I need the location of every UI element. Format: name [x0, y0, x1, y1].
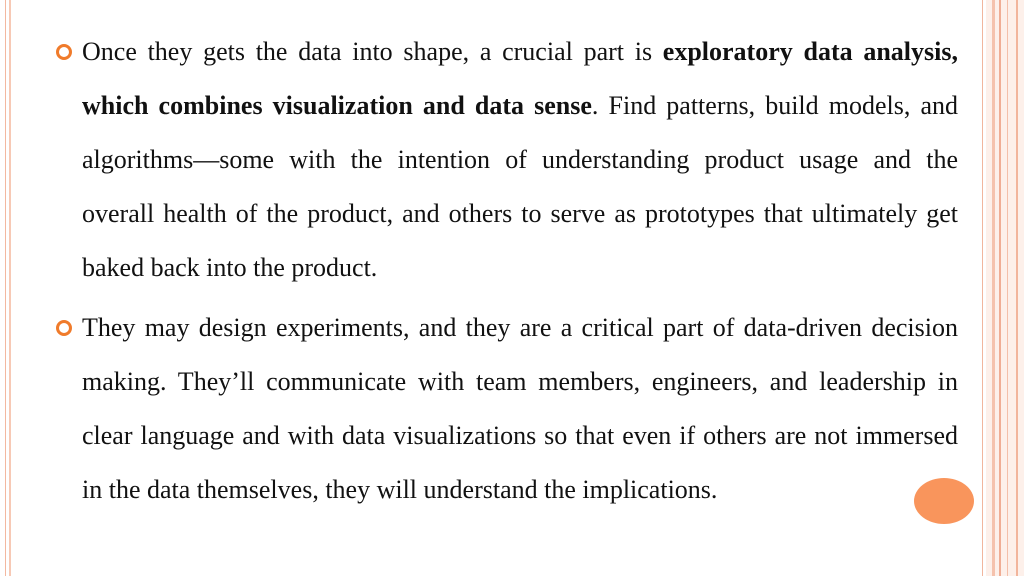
bullet-2-text: They may design experiments, and they are a critical part of data-driven decision making. They’ll communicate with team members, engineers, and leadership in clear language and with data visualizations so that even if others are not immersed in the data themselves, they will understand the implications.	[82, 313, 958, 504]
right-border-line-5	[1016, 0, 1018, 576]
bullet-1-bold-text: exploratory data analysis, which combines visualization and data sense	[82, 37, 958, 120]
bullet-paragraph-1	[82, 25, 958, 295]
left-border-line-outer	[5, 0, 6, 576]
laser-pointer-icon	[914, 478, 974, 524]
ring-bullet-icon	[56, 44, 72, 60]
slide-content	[82, 25, 958, 517]
bullet-1-text: Once they gets the data into shape, a crucial part is	[82, 37, 663, 66]
right-border-line-inner	[982, 0, 983, 576]
bullet-1-text-end: . Find patterns, build models, and algorithms—some with the intention of understanding product usage and the overall health of the product, and others to serve as prototypes that ultimately get baked back into the product.	[82, 91, 958, 282]
bullet-paragraph-2	[82, 301, 958, 517]
left-border-line-inner	[9, 0, 11, 576]
right-border-line-2	[992, 0, 995, 576]
right-border-line-4	[1007, 0, 1008, 576]
ring-bullet-icon	[56, 320, 72, 336]
right-border-line-3	[999, 0, 1001, 576]
